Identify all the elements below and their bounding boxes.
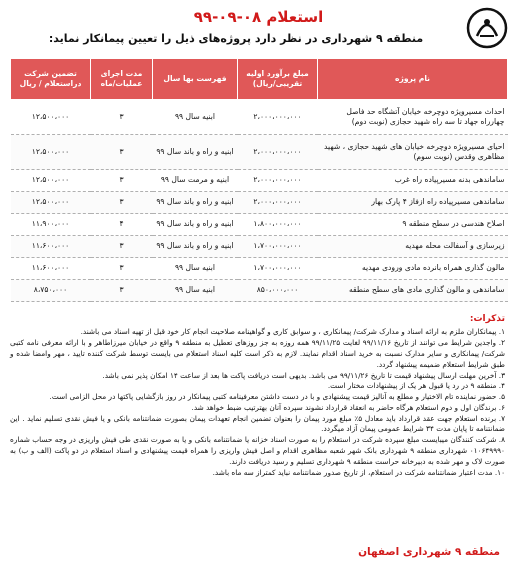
table-header-row: [11, 59, 508, 100]
project-price-list: ابنیه و راه و باند سال ۹۹: [153, 236, 238, 258]
note-item: ۴. منطقه ۹ در رد یا قبول هر یک از پیشنهادات مختار است.: [327, 381, 505, 391]
project-budget: ۱،۷۰۰،۰۰۰،۰۰۰: [238, 236, 318, 258]
project-duration: ۳: [91, 170, 153, 192]
project-duration: ۳: [91, 280, 153, 302]
note-item: ۵. حضور نماینده تام الاختیار و مطلع به آنالیز قیمت پیشنهادی و با در دست داشتن معرفینامه کتبی پیمانکار در روز بازگشایی پاکتها در محل الزامی است.: [49, 392, 505, 402]
notice-title: استعلام ۰۸-۰۹-۹۹: [193, 8, 324, 26]
table-row: [11, 192, 508, 214]
project-name: ساماندهی بدنه مسیرپیاده راه غرب: [318, 170, 508, 192]
project-duration: ۳: [91, 192, 153, 214]
notice-subtitle: منطقه ۹ شهرداری در نظر دارد پروژه‌های ذیل را تعیین پیمانکار نماید:: [48, 32, 424, 45]
project-price-list: ابنیه سال ۹۹: [153, 280, 238, 302]
table-row: [11, 100, 508, 135]
project-name: مالون گذاری همراه بانرده مادی ورودی مهدیه: [318, 258, 508, 280]
project-guarantee: ۱۲،۵۰۰،۰۰۰: [11, 192, 91, 214]
note-item: ۶. برندگان اول و دوم استعلام هرگاه حاضر به انعقاد قرارداد نشوند سپرده آنان بهترتیب ضبط خواهد شد.: [191, 402, 505, 412]
note-item: ۷. برنده استعلام جهت عقد قرارداد باید معادل ۵٪ مبلغ مورد پیمان را بعنوان تضمین انجام تعهدات پیمان بصورت ضمانتنامه بانکی و یا فیش نقدی تسلیم نماید . این ضمانتنامه تا پایان مدت ۳۴ شرایط عمومی پیمان آزاد میگردد.: [10, 413, 505, 434]
table-row: [11, 214, 508, 236]
project-name: ساماندهی و مالون گذاری مادی های سطح منطقه: [318, 280, 508, 302]
project-duration: ۳: [91, 135, 153, 170]
note-item: ۱. پیمانکاران ملزم به ارائه اسناد و مدارک شرکت/ پیمانکاری ، و سوابق کاری و گواهینامه صلاحیت انجام کار خود قبل از تهیه اسناد می باشند.: [80, 327, 505, 337]
project-name: احیای مسیرویژه دوچرخه خیابان های شهید حجازی ، شهید مظاهری وقدس (نوبت سوم): [318, 135, 508, 170]
project-budget: ۱،۷۰۰،۰۰۰،۰۰۰: [238, 258, 318, 280]
project-price-list: ابنیه سال ۹۹: [153, 100, 238, 135]
note-item: ۸. شرکت کنندگان میبایست مبلغ سپرده شرکت در استعلام را به صورت اسناد خزانه یا ضمانتنامه بانکی و یا به صورت نقدی طی فیش واریزی در وجه حساب شماره ۰۱۰۶۴۹۹۹۰ شهرداری منطقه ۹ شهرداری بانک شهر شعبه مظاهری اقدام و اصل فیش واریزی را همراه قیمت پیشنهادی و اسناد استعلام در دو پاکت (الف و ب) به صورت لاک و مهر شده به دبیرخانه حراست منطقه ۹ شهرداری تسلیم و رسید دریافت دارند.: [10, 435, 505, 466]
col-header-duration: مدت اجرای عملیات/ماه: [91, 59, 153, 100]
project-duration: ۳: [91, 236, 153, 258]
project-budget: ۱،۸۰۰،۰۰۰،۰۰۰: [238, 214, 318, 236]
project-name: احداث مسیرویژه دوچرخه خیابان آتشگاه حد فاصل چهارراه جهاد تا سه راه شهید حجازی (نوبت دوم): [318, 100, 508, 135]
project-budget: ۲،۰۰۰،۰۰۰،۰۰۰: [238, 192, 318, 214]
project-guarantee: ۱۱،۶۰۰،۰۰۰: [11, 236, 91, 258]
table-row: [11, 236, 508, 258]
col-header-budget: مبلغ برآورد اولیه تقریبی/ریال): [238, 59, 318, 100]
project-duration: ۳: [91, 258, 153, 280]
project-name: زیرسازی و آسفالت محله مهدیه: [318, 236, 508, 258]
project-name: ساماندهی مسیرپیاده راه ازفاز ۴ پارک بهار: [318, 192, 508, 214]
notes-section: [10, 313, 505, 478]
project-guarantee: ۱۲،۵۰۰،۰۰۰: [11, 170, 91, 192]
project-budget: ۲،۰۰۰،۰۰۰،۰۰۰: [238, 170, 318, 192]
projects-table: [10, 58, 508, 302]
project-duration: ۴: [91, 214, 153, 236]
col-header-project-name: نام پروژه: [318, 59, 508, 100]
project-price-list: ابنیه و مرمت سال ۹۹: [153, 170, 238, 192]
project-budget: ۲،۰۰۰،۰۰۰،۰۰۰: [238, 100, 318, 135]
project-price-list: ابنیه سال ۹۹: [153, 258, 238, 280]
project-guarantee: ۱۱،۹۰۰،۰۰۰: [11, 214, 91, 236]
isfahan-municipality-logo-icon: [465, 6, 509, 50]
table-row: [11, 170, 508, 192]
project-budget: ۲،۰۰۰،۰۰۰،۰۰۰: [238, 135, 318, 170]
table-row: [11, 135, 508, 170]
project-duration: ۳: [91, 100, 153, 135]
note-item: ۱۰. مدت اعتبار ضمانتنامه شرکت در استعلام، از تاریخ صدور ضمانتنامه نباید کمتراز سه ماه باشد.: [212, 467, 505, 477]
note-item: ۲. واجدین شرایط می توانند از تاریخ ۹۹/۱۱/۱۶ لغایت ۹۹/۱۱/۲۵ همه روزه به جز روزهای تعطیل به منطقه ۹ واقع در خیابان میرزاطاهر و با ارائه معرفی نامه کتبی شرکت/ پیمانکاری و سایر مدارک نسبت به خرید اسناد اقدام نمایند. لازم به ذکر است کلیه اسناد استعلام می بایست توسط شرکت کننده تایید ، مهر وامضا شده و طبق شرایط استعلام ضمیمه پیشنهاد گردد.: [10, 338, 505, 369]
col-header-price-list: فهرست بها سال: [153, 59, 238, 100]
project-price-list: ابنیه و راه و باند سال ۹۹: [153, 214, 238, 236]
note-item: ۳. آخرین مهلت ارسال پیشنهاد قیمت تا تاریخ ۹۹/۱۱/۲۶ می باشد. بدیهی است دریافت پاکت ها بعد از ساعت ۱۴ امکان پذیر نمی باشد.: [102, 370, 505, 380]
issuer-signature: منطقه ۹ شهرداری اصفهان: [358, 546, 500, 558]
project-guarantee: ۱۲،۵۰۰،۰۰۰: [11, 135, 91, 170]
project-price-list: ابنیه و راه و باند سال ۹۹: [153, 192, 238, 214]
project-budget: ۸۵۰،۰۰۰،۰۰۰: [238, 280, 318, 302]
project-price-list: ابنیه و راه و باند سال ۹۹: [153, 135, 238, 170]
col-header-guarantee: تضمین شرکت دراستعلام / ریال: [11, 59, 91, 100]
project-guarantee: ۱۲،۵۰۰،۰۰۰: [11, 100, 91, 135]
notes-heading: تذکرات:: [469, 314, 505, 324]
project-name: اصلاح هندسی در سطح منطقه ۹: [318, 214, 508, 236]
project-guarantee: ۸،۷۵۰،۰۰۰: [11, 280, 91, 302]
table-row: [11, 258, 508, 280]
project-guarantee: ۱۱،۶۰۰،۰۰۰: [11, 258, 91, 280]
table-row: [11, 280, 508, 302]
